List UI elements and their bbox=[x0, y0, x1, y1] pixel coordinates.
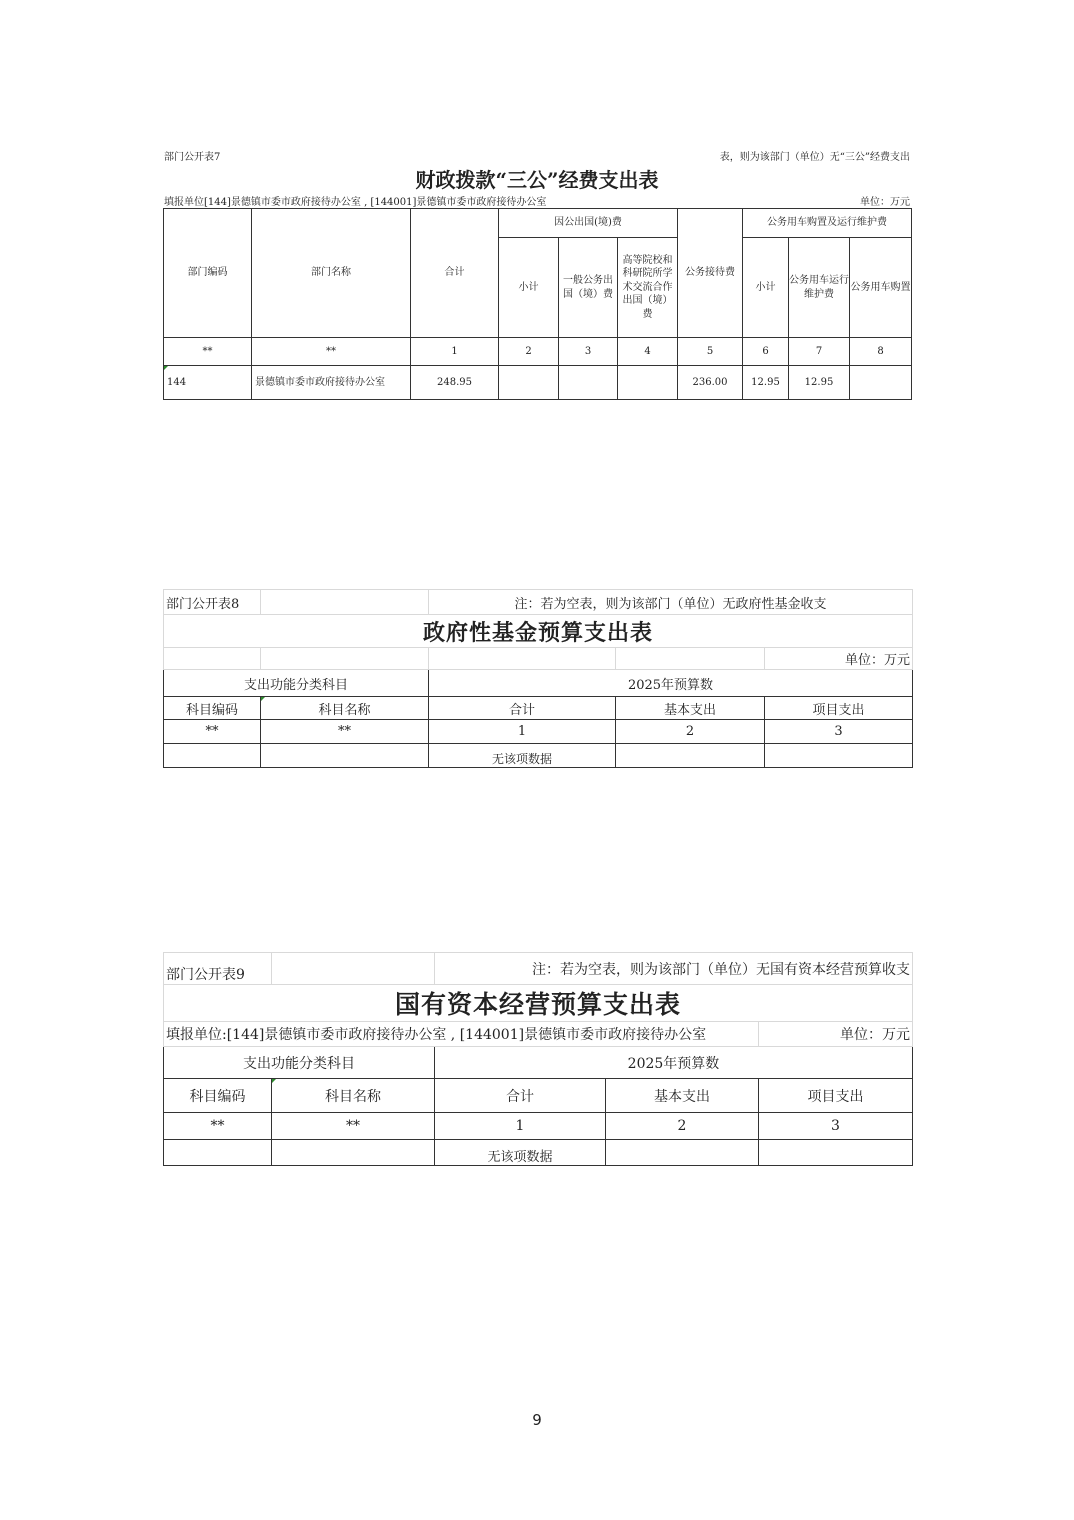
table9-empty-row bbox=[164, 1140, 913, 1166]
cell-vehicle-subtotal: 12.95 bbox=[743, 366, 789, 400]
table9-unit: 单位：万元 bbox=[759, 1022, 913, 1047]
header-cell: 科目编码 bbox=[164, 1079, 272, 1113]
table7-unit: 单位：万元 bbox=[860, 197, 910, 208]
table8-unit: 单位：万元 bbox=[765, 648, 913, 670]
index-cell: 1 bbox=[429, 720, 616, 744]
table7-grid bbox=[163, 208, 912, 400]
table9-group-right: 2025年预算数 bbox=[435, 1047, 913, 1079]
index-cell: 6 bbox=[743, 338, 789, 366]
table9-empty-text: 无该项数据 bbox=[435, 1140, 606, 1166]
cell-academic-abroad bbox=[618, 366, 678, 400]
table8-group-left: 支出功能分类科目 bbox=[164, 670, 429, 697]
table9-note: 注：若为空表，则为该部门（单位）无国有资本经营预算收支 bbox=[435, 953, 913, 985]
cell-total: 248.95 bbox=[411, 366, 499, 400]
index-cell: 5 bbox=[678, 338, 743, 366]
header-abroad-group: 因公出国(境)费 bbox=[499, 209, 678, 238]
table9-title: 国有资本经营预算支出表 bbox=[164, 985, 913, 1022]
header-cell: 科目名称 bbox=[272, 1079, 435, 1113]
table7-fill-unit: 填报单位[144]景德镇市委市政府接待办公室 , [144001]景德镇市委市政府接待办公室 bbox=[164, 197, 547, 208]
index-cell: 3 bbox=[765, 720, 913, 744]
table7-label: 部门公开表7 bbox=[164, 152, 221, 163]
cell-vehicle-operation: 12.95 bbox=[789, 366, 850, 400]
cell-general-abroad bbox=[559, 366, 618, 400]
index-cell: 7 bbox=[789, 338, 850, 366]
header-abroad-subtotal: 小计 bbox=[499, 238, 559, 338]
cell-dept-code: 144 bbox=[164, 366, 252, 400]
header-cell: 合计 bbox=[429, 697, 616, 720]
header-vehicle-group: 公务用车购置及运行维护费 bbox=[743, 209, 912, 238]
header-total: 合计 bbox=[411, 209, 499, 338]
table9-fill-unit: 填报单位:[144]景德镇市委市政府接待办公室 , [144001]景德镇市委市政府接待办公室 bbox=[164, 1022, 759, 1047]
table8-header-row bbox=[164, 697, 913, 720]
header-cell: 基本支出 bbox=[606, 1079, 759, 1113]
table9-label: 部门公开表9 bbox=[164, 953, 272, 985]
table8-empty-text: 无该项数据 bbox=[429, 744, 616, 768]
cell-dept-name: 景德镇市委市政府接待办公室 bbox=[252, 366, 411, 400]
table8-label: 部门公开表8 bbox=[164, 590, 261, 615]
table8-empty-row bbox=[164, 744, 913, 768]
table8-index-row bbox=[164, 720, 913, 744]
header-academic-abroad: 高等院校和科研院所学术交流合作出国（境）费 bbox=[618, 238, 678, 338]
index-cell: 1 bbox=[435, 1113, 606, 1140]
table9-grid bbox=[163, 952, 913, 1166]
table8-grid bbox=[163, 589, 913, 768]
header-vehicle-subtotal: 小计 bbox=[743, 238, 789, 338]
table9-index-row bbox=[164, 1113, 913, 1140]
table8-group-right: 2025年预算数 bbox=[429, 670, 913, 697]
page-number: 9 bbox=[532, 1411, 542, 1429]
header-cell: 合计 bbox=[435, 1079, 606, 1113]
index-cell: 2 bbox=[606, 1113, 759, 1140]
header-cell: 项目支出 bbox=[765, 697, 913, 720]
index-cell: 3 bbox=[759, 1113, 913, 1140]
cell-vehicle-purchase bbox=[850, 366, 912, 400]
index-cell: 8 bbox=[850, 338, 912, 366]
table9-header-row bbox=[164, 1079, 913, 1113]
index-cell: 1 bbox=[411, 338, 499, 366]
index-cell: 2 bbox=[499, 338, 559, 366]
header-vehicle-operation: 公务用车运行维护费 bbox=[789, 238, 850, 338]
index-cell: ** bbox=[272, 1113, 435, 1140]
index-cell: ** bbox=[164, 338, 252, 366]
table8-note: 注：若为空表，则为该部门（单位）无政府性基金收支 bbox=[429, 590, 913, 615]
cell-abroad-subtotal bbox=[499, 366, 559, 400]
header-cell: 基本支出 bbox=[616, 697, 765, 720]
table7-data-row bbox=[164, 366, 912, 400]
header-dept-code: 部门编码 bbox=[164, 209, 252, 338]
table7-note: 表，则为该部门（单位）无“三公”经费支出 bbox=[719, 152, 910, 163]
table7-index-row bbox=[164, 338, 912, 366]
index-cell: 3 bbox=[559, 338, 618, 366]
header-cell: 科目名称 bbox=[261, 697, 429, 720]
table8-title: 政府性基金预算支出表 bbox=[164, 615, 913, 648]
header-cell: 科目编码 bbox=[164, 697, 261, 720]
index-cell: 4 bbox=[618, 338, 678, 366]
header-dept-name: 部门名称 bbox=[252, 209, 411, 338]
header-vehicle-purchase: 公务用车购置 bbox=[850, 238, 912, 338]
table9-group-left: 支出功能分类科目 bbox=[164, 1047, 435, 1079]
index-cell: ** bbox=[164, 720, 261, 744]
index-cell: ** bbox=[261, 720, 429, 744]
header-general-abroad: 一般公务出国（境）费 bbox=[559, 238, 618, 338]
header-cell: 项目支出 bbox=[759, 1079, 913, 1113]
index-cell: ** bbox=[164, 1113, 272, 1140]
header-reception: 公务接待费 bbox=[678, 209, 743, 338]
index-cell: 2 bbox=[616, 720, 765, 744]
table7-title: 财政拨款“三公”经费支出表 bbox=[415, 168, 659, 192]
index-cell: ** bbox=[252, 338, 411, 366]
cell-reception: 236.00 bbox=[678, 366, 743, 400]
